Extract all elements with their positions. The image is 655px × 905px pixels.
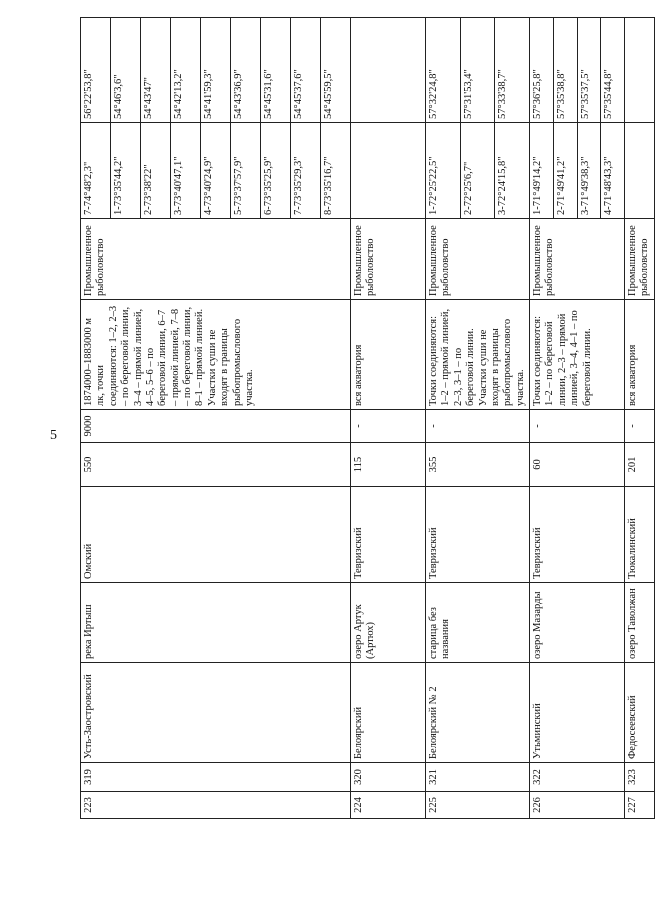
usage-type-cell: Промышленное рыболовство [351, 219, 426, 300]
row-number-cell: 223 [81, 792, 351, 819]
latitude-cell: 57°33'38,7" [495, 18, 530, 123]
table-row [625, 18, 655, 819]
latitude-cell: 54°45'59,5" [321, 18, 351, 123]
longitude-cell: 4-73°40'24,9" [201, 123, 231, 219]
boundary-description-cell: Точки соединяются: 1–2 – по береговой линии, 2–3 – прямой линией, 3–4, 4–1 – по береговой линии. [530, 300, 625, 410]
latitude-cell: 54°45'31,6" [261, 18, 291, 123]
size-cell: 115 [351, 443, 426, 487]
longitude-cell [625, 123, 655, 219]
longitude-cell: 1-72°25'22,5" [426, 123, 461, 219]
row-number-cell: 225 [426, 792, 530, 819]
latitude-cell: 56°22'53,8" [81, 18, 111, 123]
latitude-cell: 54°45'37,6" [291, 18, 321, 123]
longitude-cell: 2-71°49'41,2" [553, 123, 577, 219]
extra-size-cell: - [351, 410, 426, 443]
longitude-cell: 5-73°37'57,9" [231, 123, 261, 219]
longitude-cell: 8-73°35'16,7" [321, 123, 351, 219]
longitude-cell: 3-73°40'47,1" [171, 123, 201, 219]
area-name-cell: Федосеевский [625, 663, 655, 763]
water-body-cell: река Иртыш [81, 583, 351, 663]
latitude-cell: 54°42'13,2" [171, 18, 201, 123]
size-cell: 550 [81, 443, 351, 487]
boundary-description-cell: вся акватория [625, 300, 655, 410]
longitude-cell: 7-73°35'29,3" [291, 123, 321, 219]
latitude-cell: 54°43'47" [141, 18, 171, 123]
usage-type-cell: Промышленное рыболовство [426, 219, 530, 300]
latitude-cell: 57°36'25,8" [530, 18, 554, 123]
latitude-cell: 57°35'37,5" [577, 18, 601, 123]
area-code-cell: 320 [351, 763, 426, 792]
extra-size-cell: - [426, 410, 530, 443]
extra-size-cell: - [625, 410, 655, 443]
latitude-cell [625, 18, 655, 123]
boundary-description-cell: вся акватория [351, 300, 426, 410]
usage-type-cell: Промышленное рыболовство [625, 219, 655, 300]
area-name-cell: Белоярский [351, 663, 426, 763]
area-code-cell: 323 [625, 763, 655, 792]
longitude-cell [351, 123, 426, 219]
area-code-cell: 322 [530, 763, 625, 792]
longitude-cell: 3-71°49'38,3" [577, 123, 601, 219]
area-name-cell: Белоярский № 2 [426, 663, 530, 763]
district-cell: Тевризский [351, 487, 426, 583]
district-cell: Омский [81, 487, 351, 583]
size-cell: 355 [426, 443, 530, 487]
row-number-cell: 227 [625, 792, 655, 819]
water-body-cell: старица без названия [426, 583, 530, 663]
longitude-cell: 3-72°24'15,8" [495, 123, 530, 219]
area-name-cell: Утьминский [530, 663, 625, 763]
area-code-cell: 321 [426, 763, 530, 792]
longitude-cell: 2-73°38'22" [141, 123, 171, 219]
registry-table-rotated [80, 18, 651, 819]
extra-size-cell: 9000 [81, 410, 351, 443]
longitude-cell: 1-73°35'44,2" [111, 123, 141, 219]
boundary-description-cell: 1874000–1883000 м лк, точки соединяются: 1–2, 2–3 – по береговой линии, 3–4 – прямой линией, 4–5, 5–6 – по береговой линии, 6–7 – прямой линией, 7–8 – по береговой линии, 8–1 – прямой линией. Участки суши не входят в границы рыбопромыслового участка. [81, 300, 351, 410]
boundary-description-cell: Точки соединяются: 1–2 – прямой линией, 2–3, 3–1 – по береговой линии. Участки суши не входят в границы рыбопромыслового участка. [426, 300, 530, 410]
area-name-cell: Усть-Заостровский [81, 663, 351, 763]
table-row [81, 18, 111, 819]
longitude-cell: 2-72°25'6,7" [460, 123, 495, 219]
table-row [426, 18, 461, 819]
latitude-cell: 54°43'36,9" [231, 18, 261, 123]
latitude-cell: 54°46'3,6" [111, 18, 141, 123]
usage-type-cell: Промышленное рыболовство [81, 219, 351, 300]
longitude-cell: 1-71°49'14,2" [530, 123, 554, 219]
area-code-cell: 319 [81, 763, 351, 792]
size-cell: 60 [530, 443, 625, 487]
page-number: 5 [50, 428, 57, 443]
table-body [81, 18, 655, 819]
row-number-cell: 224 [351, 792, 426, 819]
longitude-cell: 7-74°48'2,3" [81, 123, 111, 219]
extra-size-cell: - [530, 410, 625, 443]
size-cell: 201 [625, 443, 655, 487]
latitude-cell: 57°31'53,4" [460, 18, 495, 123]
latitude-cell: 57°32'24,8" [426, 18, 461, 123]
district-cell: Тевризский [530, 487, 625, 583]
latitude-cell: 57°35'44,8" [601, 18, 625, 123]
latitude-cell: 57°35'38,8" [553, 18, 577, 123]
district-cell: Тевризский [426, 487, 530, 583]
water-body-cell: озеро Артук (Артюх) [351, 583, 426, 663]
latitude-cell [351, 18, 426, 123]
longitude-cell: 4-71°48'43,3" [601, 123, 625, 219]
water-body-cell: озеро Таволжан [625, 583, 655, 663]
latitude-cell: 54°41'59,3" [201, 18, 231, 123]
fishing-areas-table [80, 17, 655, 819]
row-number-cell: 226 [530, 792, 625, 819]
table-row [530, 18, 554, 819]
usage-type-cell: Промышленное рыболовство [530, 219, 625, 300]
district-cell: Тюкалинский [625, 487, 655, 583]
table-row [351, 18, 426, 819]
longitude-cell: 6-73°35'25,9" [261, 123, 291, 219]
water-body-cell: озеро Мазарды [530, 583, 625, 663]
